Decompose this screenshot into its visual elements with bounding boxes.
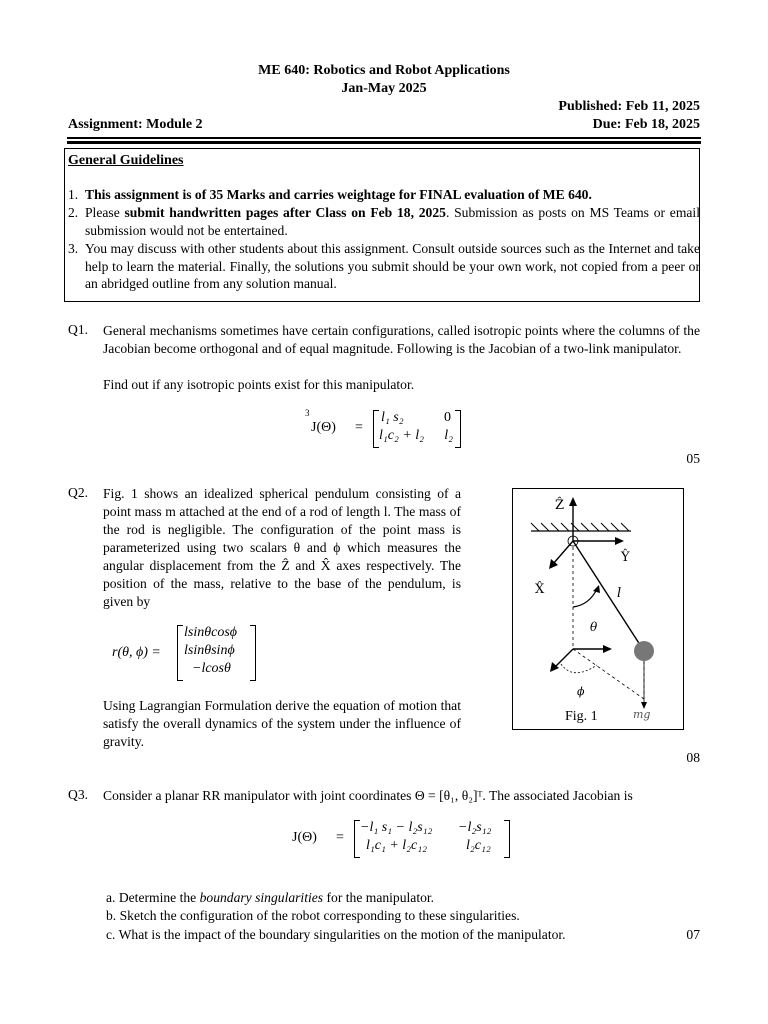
published-date: Published: Feb 11, 2025 bbox=[558, 99, 700, 114]
phi-label: ϕ bbox=[577, 685, 585, 698]
theta-label: θ bbox=[590, 620, 598, 634]
q3-marks: 07 bbox=[686, 927, 700, 942]
header-rule-thick bbox=[67, 141, 701, 144]
q2-marks: 08 bbox=[686, 750, 700, 765]
z-axis-label: Ẑ bbox=[555, 498, 565, 513]
assignment-title: Assignment: Module 2 bbox=[68, 117, 203, 132]
guideline-text: You may discuss with other students about this assignment. Consult outside sources such as the Internet and take help to learn the material. Finally, the solutions you submit should be your own work, not copied from a peer or an abridged outline from any solution manual. bbox=[85, 241, 700, 292]
q1-text: General mechanisms sometimes have certain configurations, called isotropic points where the columns of the Jacobian become orthogonal and of equal magnitude. Following is the Jacobian of a two-link manipulator. bbox=[103, 323, 700, 356]
header-rule bbox=[67, 137, 701, 139]
guideline-item: 1. This assignment is of 35 Marks and carries weightage for FINAL evaluation of ME 640. bbox=[68, 186, 700, 204]
term: Jan-May 2025 bbox=[341, 81, 427, 96]
mg-label: mg bbox=[633, 708, 651, 721]
q3-text: Consider a planar RR manipulator with joint coordinates Θ = [θ₁, θ₂]ᵀ. The associated Jacobian is bbox=[103, 788, 633, 803]
q3-part-a: a. Determine the boundary singularities for the manipulator. bbox=[106, 890, 435, 905]
q1-text-2: Find out if any isotropic points exist for this manipulator. bbox=[103, 377, 415, 392]
q2-text: Fig. 1 shows an idealized spherical pendulum consisting of a point mass m attached at the end of a rod of length l. The mass of the rod is negligible. The configuration of the point mass is parameterized using two scalars θ and ϕ which measures the angular displacement from the Ẑ and X̂ axes respectively. The position of the mass, relative to the base of the pendulum, is given by bbox=[103, 486, 461, 609]
q2-label: Q2. bbox=[68, 485, 89, 500]
q3-part-b: b. Sketch the configuration of the robot corresponding to these singularities. bbox=[106, 908, 520, 923]
due-date: Due: Feb 18, 2025 bbox=[592, 117, 700, 132]
q3-label: Q3. bbox=[68, 787, 89, 802]
guideline-item: 2. Please submit handwritten pages after Class on Feb 18, 2025. Submission as posts on MS Teams or email submission would not be entertained. bbox=[68, 205, 700, 238]
pendulum-diagram bbox=[513, 489, 683, 729]
pendulum-figure bbox=[512, 488, 684, 730]
figure-caption: Fig. 1 bbox=[565, 709, 598, 724]
course-title: ME 640: Robotics and Robot Applications bbox=[258, 63, 510, 78]
guidelines-title: General Guidelines bbox=[68, 153, 184, 168]
guideline-item: 3. You may discuss with other students about this assignment. Consult outside sources such as the Internet and take help to learn the material. Finally, the solutions you submit should be your own work, not copied from a peer or an abridged outline from any solution manual. bbox=[68, 241, 700, 292]
guideline-text: Please submit handwritten pages after Class on Feb 18, 2025. Submission as posts on MS Teams or email submission would not be entertained. bbox=[85, 205, 700, 238]
q1-label: Q1. bbox=[68, 322, 89, 337]
q1-marks: 05 bbox=[686, 451, 700, 466]
y-axis-label: Ŷ bbox=[621, 550, 630, 565]
q3-part-c: c. What is the impact of the boundary singularities on the motion of the manipulator. bbox=[106, 927, 566, 942]
q2-text-2: Using Lagrangian Formulation derive the equation of motion that satisfy the overall dynamics of the system under the influence of gravity. bbox=[103, 698, 461, 749]
guideline-text: This assignment is of 35 Marks and carries weightage for FINAL evaluation of ME 640. bbox=[85, 187, 592, 202]
x-axis-label: X̂ bbox=[535, 582, 545, 597]
length-label: l bbox=[617, 586, 622, 601]
